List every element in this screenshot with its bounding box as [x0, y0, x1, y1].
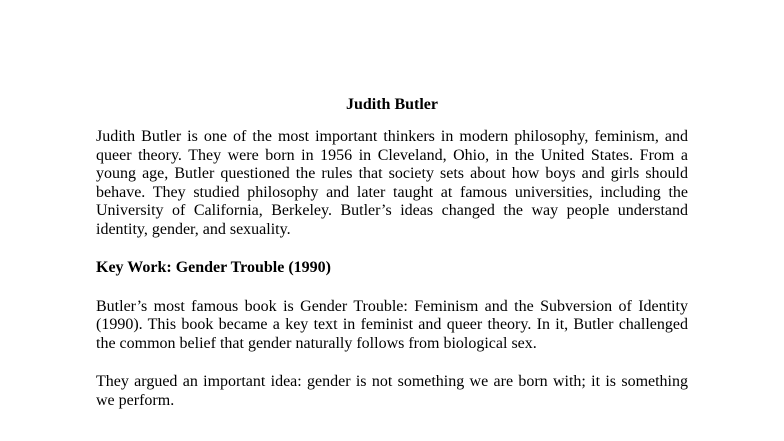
document-page: [96, 94, 688, 430]
intro-paragraph: Judith Butler is one of the most important thinkers in modern philosophy, feminism, and queer theory. They were born in 1956 in Cleveland, Ohio, in the United States. From a young age, Butler questioned the rules that society sets about how boys and girls should behave. They studied philosophy and later taught at famous universities, including the University of California, Berkeley. Butler’s ideas changed the way people understand identity, gender, and sexuality.: [96, 128, 688, 238]
document-title: Judith Butler: [345, 96, 438, 113]
book-paragraph: Butler’s most famous book is Gender Trouble: Feminism and the Subversion of Identity (1990). This book became a key text in feminist and queer theory. In it, Butler challenged the common belief that gender naturally follows from biological sex.: [96, 297, 688, 352]
section-heading: Key Work: Gender Trouble (1990): [96, 259, 331, 276]
idea-paragraph: They argued an important idea: gender is not something we are born with; it is something we perform.: [96, 373, 688, 409]
